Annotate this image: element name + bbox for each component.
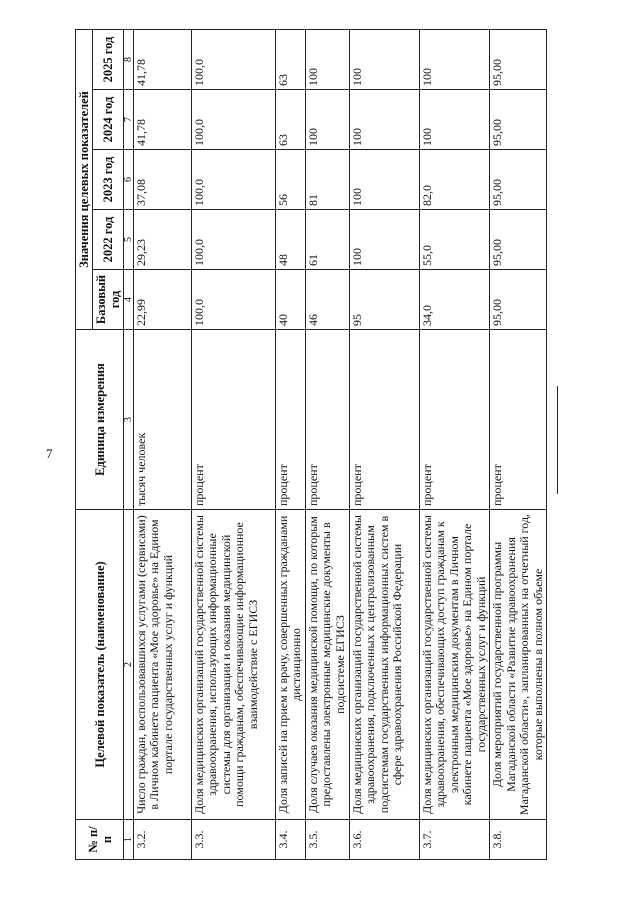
header-2022: 2022 год [93,210,124,270]
base-value: 22,99 [134,270,192,330]
value-2022: 95,00 [490,210,547,270]
table-row [420,29,490,859]
value-2024: 95,00 [490,90,547,150]
value-2024: 100,0 [192,90,276,150]
base-value: 100,0 [192,270,276,330]
value-2025: 100 [420,29,490,89]
row-number: 3.6. [350,820,420,860]
row-number: 3.2. [134,820,192,860]
value-2025: 95,00 [490,29,547,89]
table-row [306,29,350,859]
header-2024: 2024 год [93,90,124,150]
value-2023: 81 [306,150,350,210]
value-2025: 100,0 [192,29,276,89]
value-2024: 100 [306,90,350,150]
rotated-table-container [75,30,545,860]
header-2025: 2025 год [93,29,124,89]
value-2023: 100 [350,150,420,210]
table-row [134,29,192,859]
column-number: 7 [124,90,134,150]
column-number: 5 [124,210,134,270]
value-2025: 63 [276,29,306,89]
value-2023: 37,08 [134,150,192,210]
table-row [192,29,276,859]
header-row-1 [76,29,93,859]
value-2022: 100 [350,210,420,270]
row-number: 3.7. [420,820,490,860]
header-base-year: Базовый год [93,270,124,330]
column-number: 2 [124,510,134,820]
indicator-name: Доля медицинских организаций государственной системы здравоохранения, подключенных к централизованным подсистемам государственных информационных систем в сфере здравоохранения Российской Федерации [350,510,420,820]
column-number: 1 [124,820,134,860]
unit-cell: тысяч человек [134,330,192,510]
value-2023: 95,00 [490,150,547,210]
value-2024: 100 [350,90,420,150]
unit-cell: процент [350,330,420,510]
value-2025: 100 [350,29,420,89]
row-number: 3.5. [306,820,350,860]
value-2022: 61 [306,210,350,270]
table-row [276,29,306,859]
header-targets-group: Значения целевых показателей [76,29,93,329]
unit-cell: процент [490,330,547,510]
base-value: 95,00 [490,270,547,330]
indicator-name: Доля случаев оказания медицинской помощи, по которым предоставлены электронные медицинские документы в подсистеме ЕГИСЗ [306,510,350,820]
value-2024: 100 [420,90,490,150]
separator-line [557,386,558,494]
column-number-row [124,29,134,859]
value-2025: 100 [306,29,350,89]
column-number: 8 [124,29,134,89]
value-2025: 41,78 [134,29,192,89]
header-num: № п/п [76,820,124,860]
value-2023: 100,0 [192,150,276,210]
value-2022: 29,23 [134,210,192,270]
base-value: 46 [306,270,350,330]
value-2024: 63 [276,90,306,150]
header-name: Целевой показатель (наименование) [76,510,124,820]
unit-cell: процент [276,330,306,510]
row-number: 3.8. [490,820,547,860]
row-number: 3.4. [276,820,306,860]
unit-cell: процент [306,330,350,510]
page-number: 7 [46,446,53,461]
base-value: 95 [350,270,420,330]
table-row [490,29,547,859]
column-number: 6 [124,150,134,210]
base-value: 34,0 [420,270,490,330]
unit-cell: процент [420,330,490,510]
header-unit: Единица измерения [76,330,124,510]
header-2023: 2023 год [93,150,124,210]
indicator-name: Доля медицинских организаций государственной системы здравоохранения, использующих информационные системы для организации и оказания медицинской помощи гражданам, обеспечивающие информационное взаимодействие с ЕГИСЗ [192,510,276,820]
value-2023: 56 [276,150,306,210]
table-row [350,29,420,859]
indicator-name: Доля медицинских организаций государственной системы здравоохранения, обеспечивающих доступ гражданам к электронным медицинским документам в Личном кабинете пациента «Мое здоровье» на Едином портале государственных услуг и функций [420,510,490,820]
target-indicators-table [75,29,547,860]
value-2022: 100,0 [192,210,276,270]
indicator-name: Доля мероприятий государственной программы Магаданской области «Развитие здравоохранения Магаданской области», запланированных на отчетный год, которые выполнены в полном объеме [490,510,547,820]
value-2024: 41,78 [134,90,192,150]
column-number: 4 [124,270,134,330]
value-2023: 82,0 [420,150,490,210]
indicator-name: Доля записей на прием к врачу, совершенных гражданами дистанционно [276,510,306,820]
column-number: 3 [124,330,134,510]
base-value: 40 [276,270,306,330]
unit-cell: процент [192,330,276,510]
value-2022: 55,0 [420,210,490,270]
row-number: 3.3. [192,820,276,860]
value-2022: 48 [276,210,306,270]
indicator-name: Число граждан, воспользовавшихся услугами (сервисами) в Личном кабинете пациента «Мое здоровье» на Едином портале государственных услуг и функций [134,510,192,820]
